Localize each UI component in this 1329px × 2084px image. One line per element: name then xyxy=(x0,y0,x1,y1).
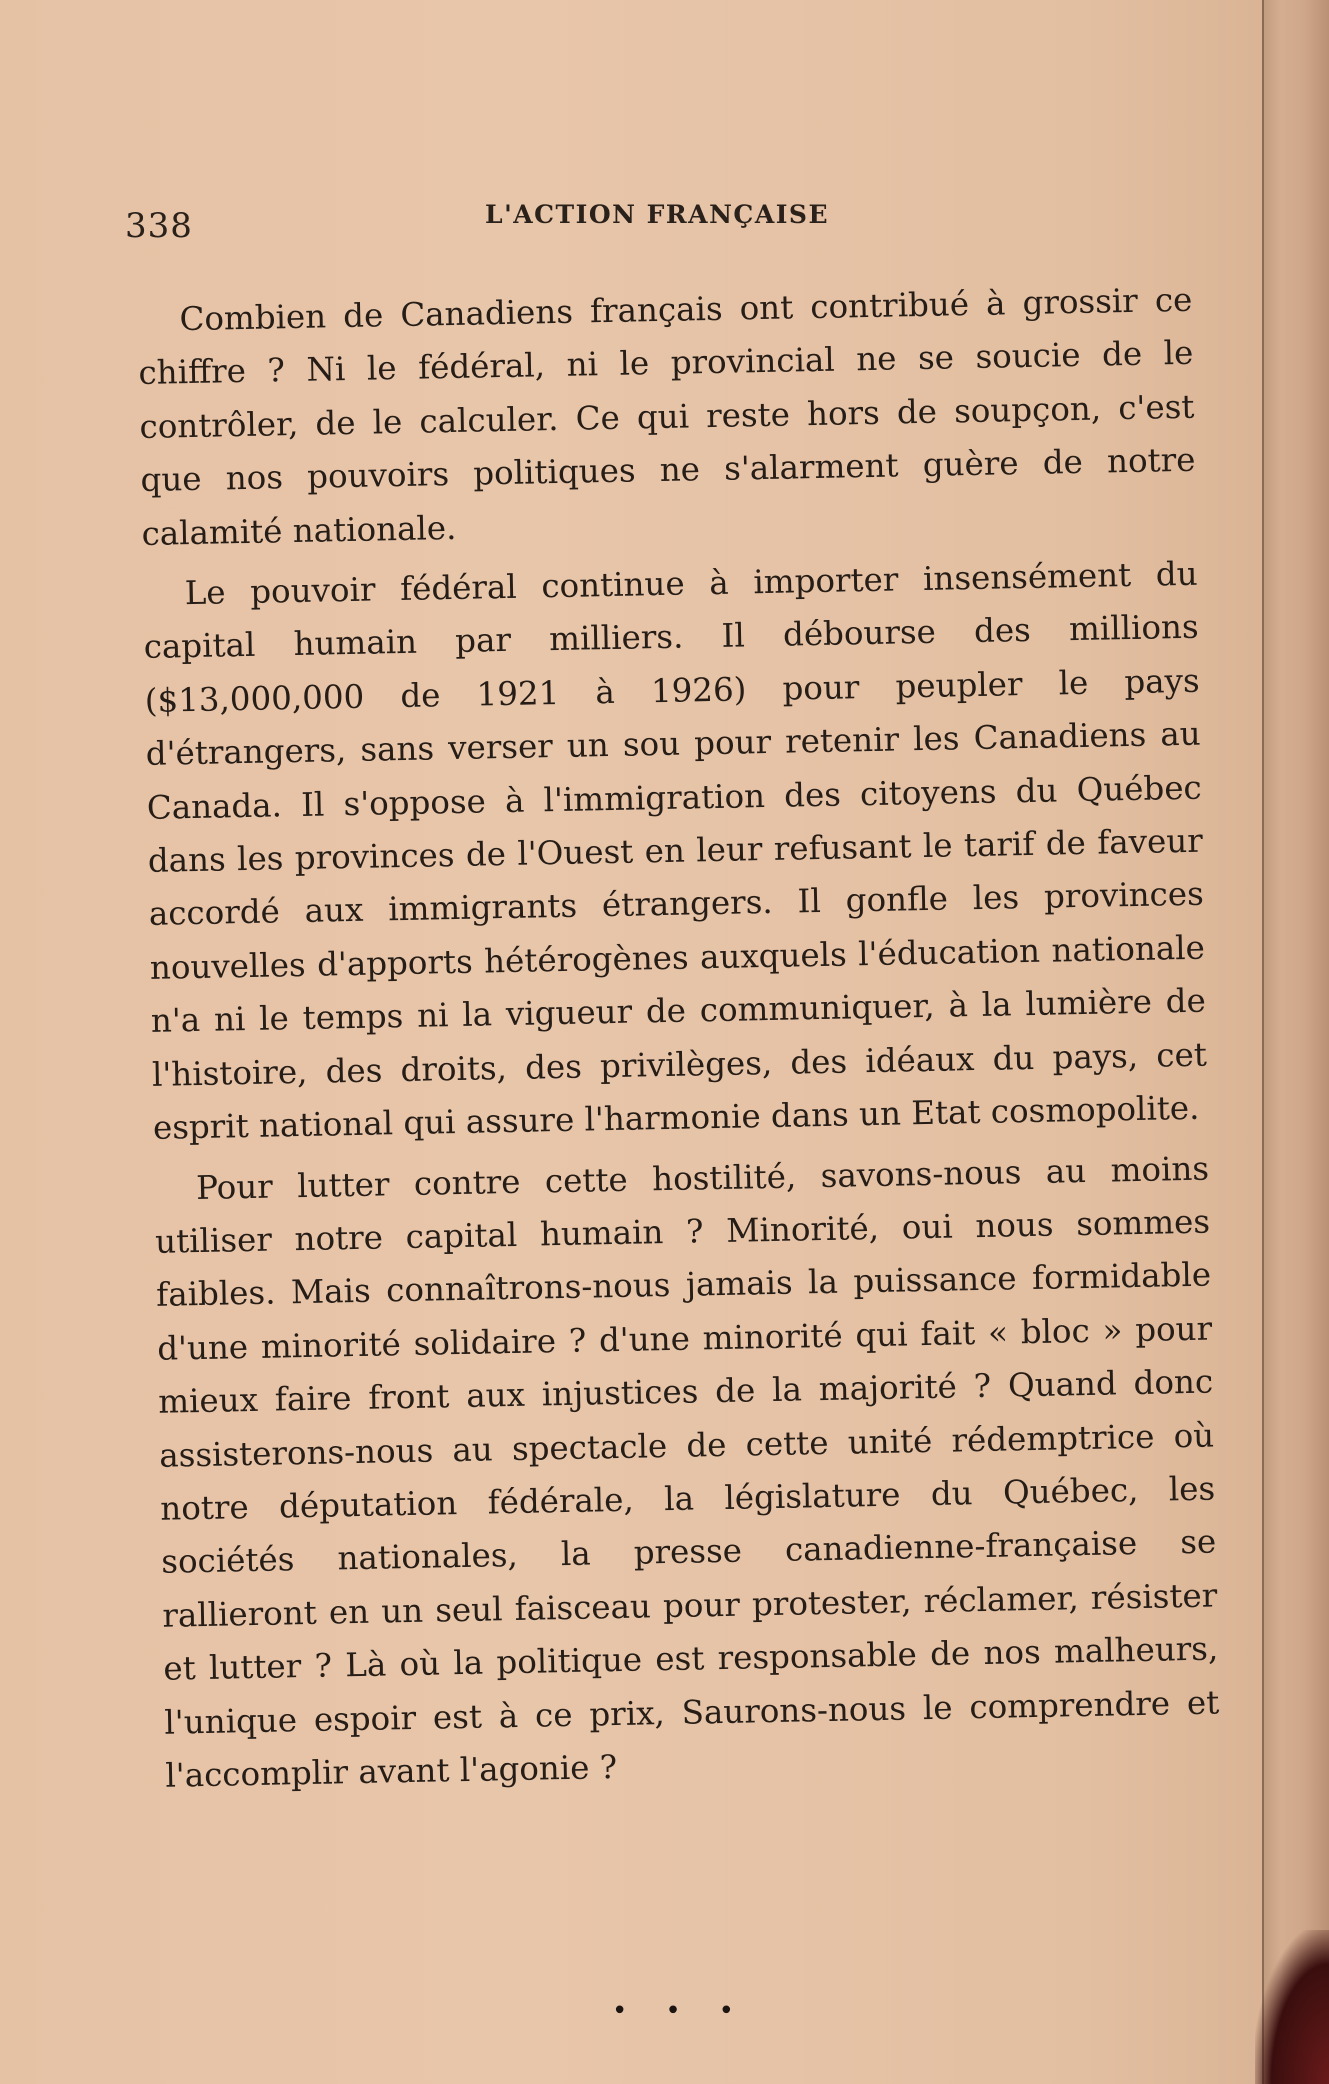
page-number: 338 xyxy=(125,206,193,246)
cover-corner xyxy=(1255,1930,1329,2084)
section-separator: ••• xyxy=(612,1996,773,2026)
paragraph: Pour lutter contre cette hostilité, savons-nous au moins utiliser notre capital humain ? Minorité, oui nous sommes faibles. Mais connaîtrons-nous jamais la puissance formidable d'une minorité solidaire ? d'une minorité qui fait « bloc » pour mieux faire front aux injustices de la majorité ? Quand donc assisterons-nous au spectacle de cette unité rédemptrice où notre députation fédérale, la législature du Québec, les sociétés nationales, la presse canadienne-française se rallieront en un seul faisceau pour protester, réclamer, résister et lutter ? Là où la politique est responsable de nos malheurs, l'unique espoir est à ce prix, Saurons-nous le comprendre et l'accomplir avant l'agonie ? xyxy=(154,1149,1220,1795)
paragraph: Combien de Canadiens français ont contribué à grossir ce chiffre ? Ni le fédéral, ni le provincial ne se soucie de le contrôler, de le calculer. Ce qui reste hors de soupçon, c'est que nos pouvoirs politiques ne s'alarment guère de notre calamité nationale. xyxy=(138,280,1196,553)
running-title: L'ACTION FRANÇAISE xyxy=(485,200,830,229)
page-edge xyxy=(1262,0,1329,2084)
paragraph: Le pouvoir fédéral continue à importer insensément du capital humain par milliers. Il débourse des millions ($13,000,000 de 1921 à 1926) pour peupler le pays d'étrangers, sans verser un sou pour retenir les Canadiens au Canada. Il s'oppose à l'immigration des citoyens du Québec dans les provinces de l'Ouest en leur refusant le tarif de faveur accordé aux immigrants étrangers. Il gonfle les provinces nouvelles d'apports hétérogènes auxquels l'éducation nationale n'a ni le temps ni la vigueur de communiquer, à la lumière de l'histoire, des droits, des privilèges, des idéaux du pays, cet esprit national qui assure l'harmonie dans un Etat cosmopolite. xyxy=(143,554,1208,1147)
body-text xyxy=(137,274,1221,1810)
page-header xyxy=(125,200,845,250)
